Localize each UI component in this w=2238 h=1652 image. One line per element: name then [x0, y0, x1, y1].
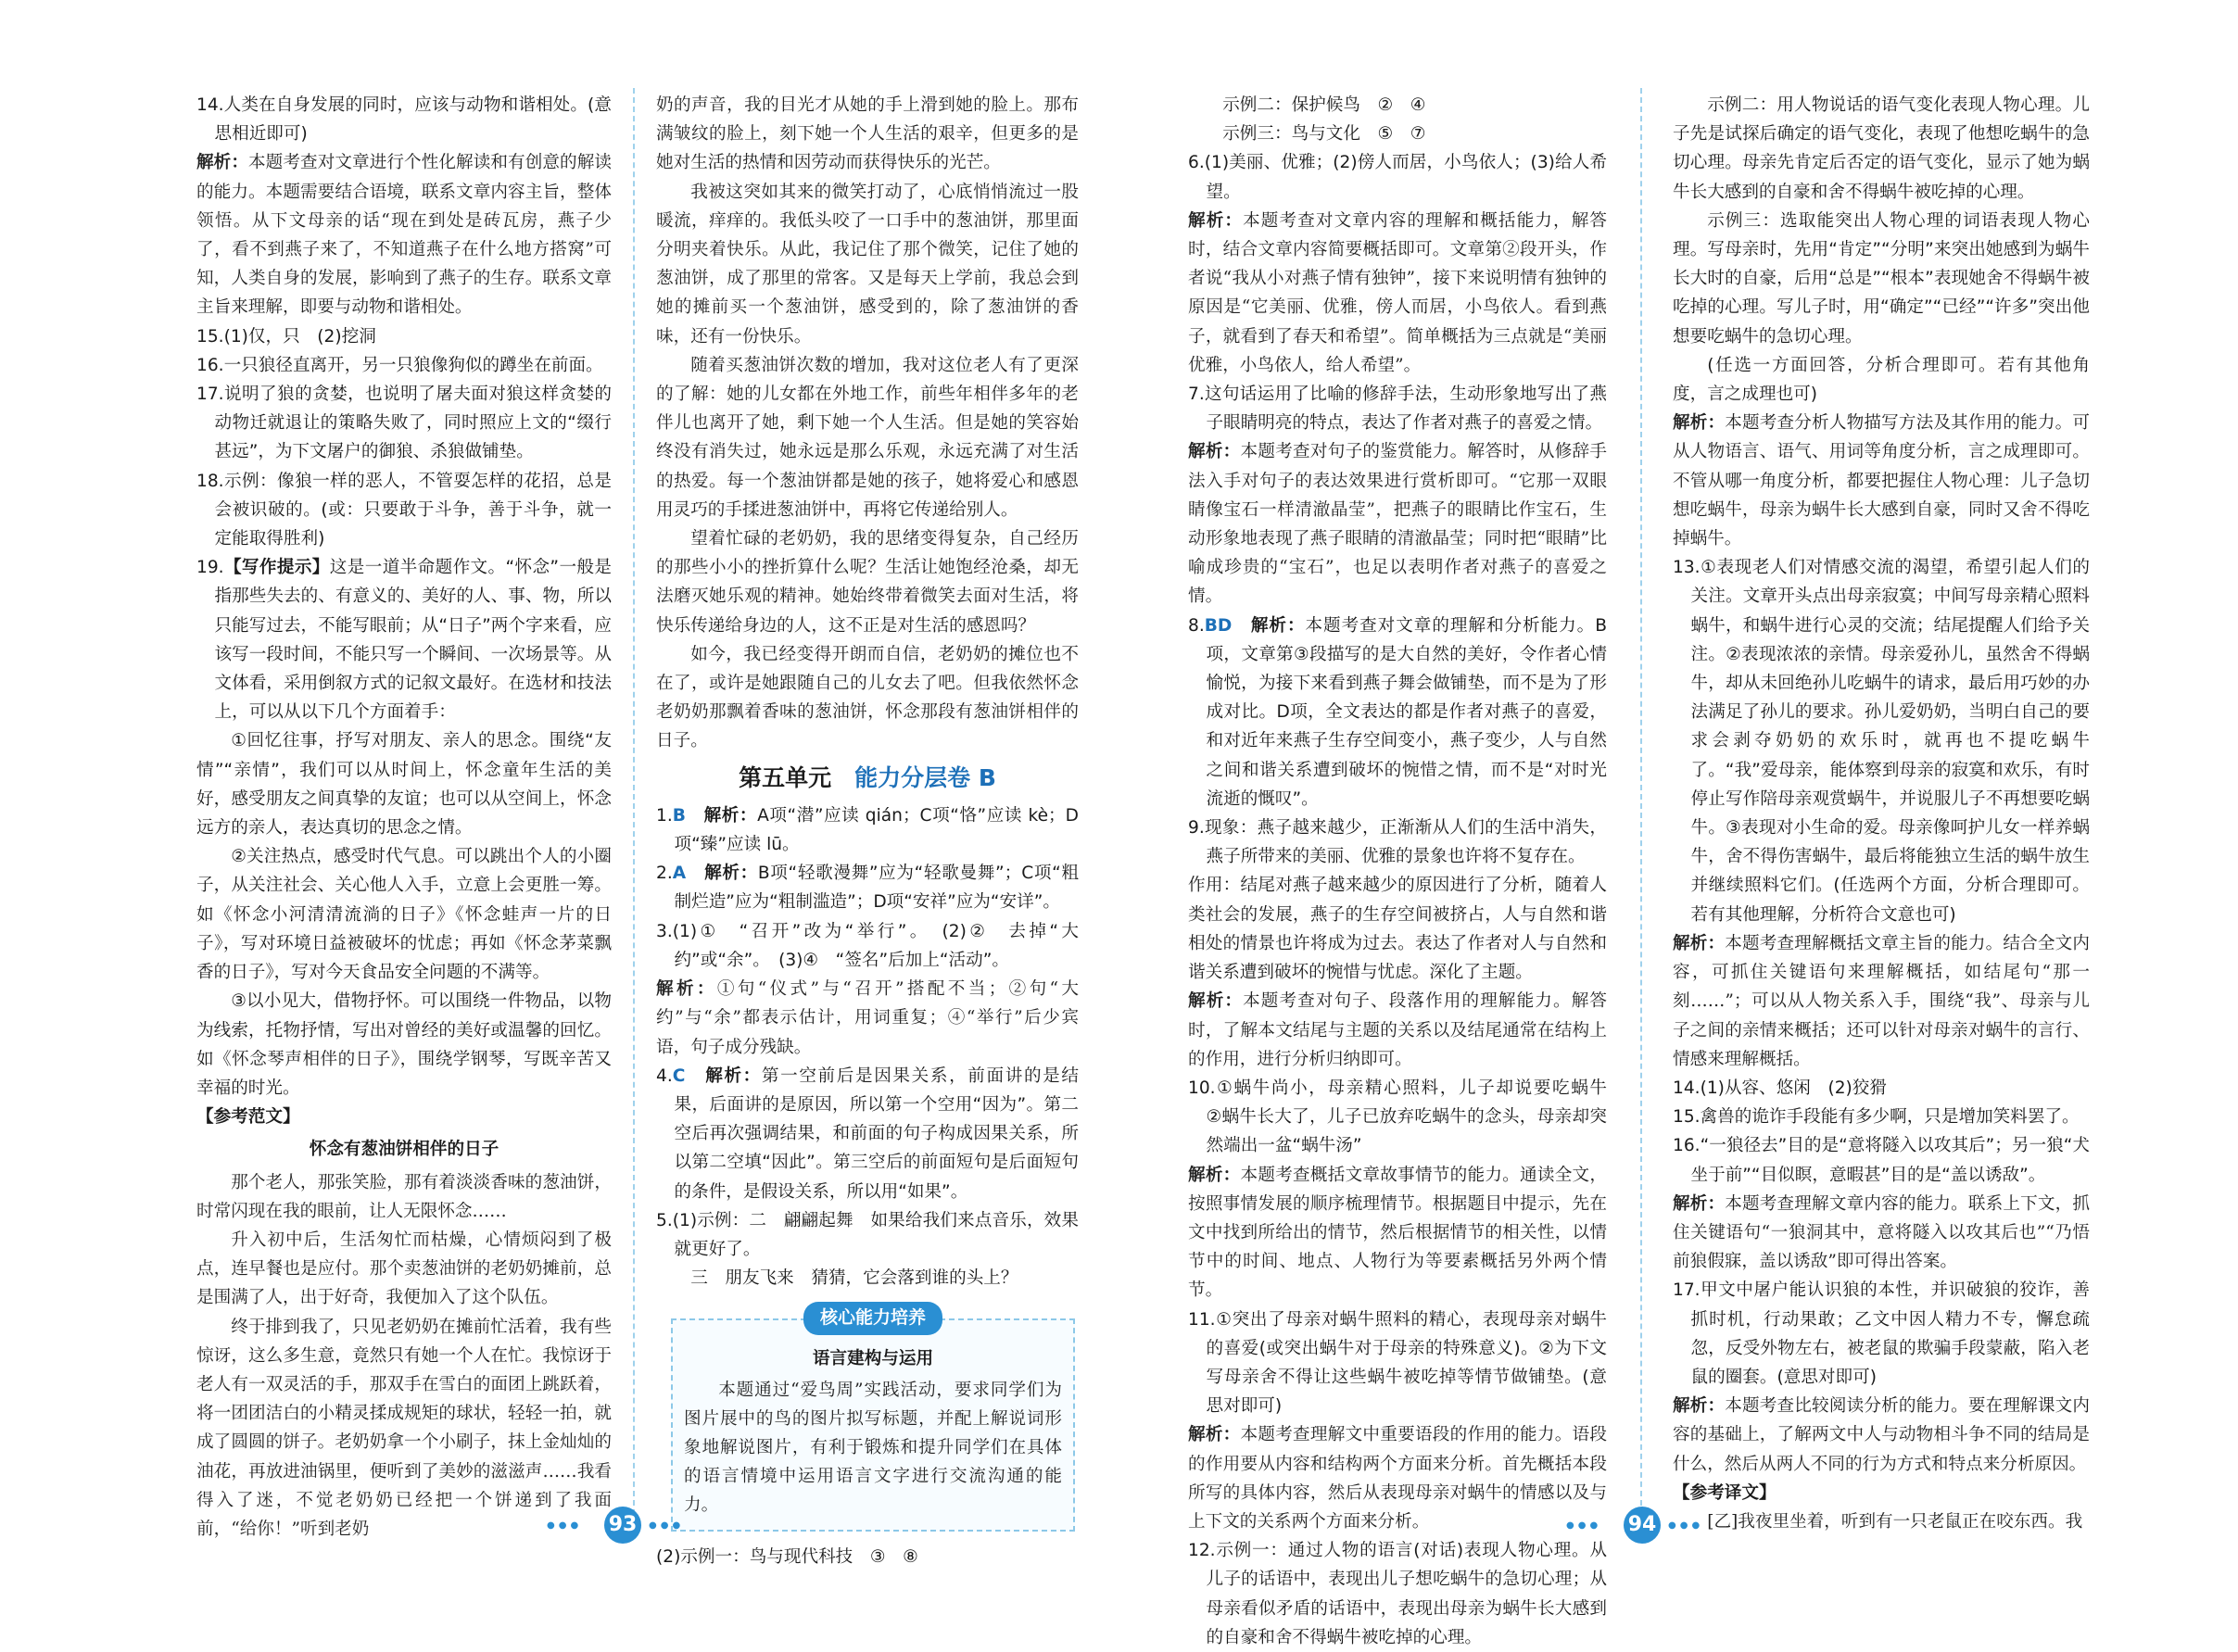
- answer-paragraph: ③以小见大，借物抒怀。可以围绕一件物品，以物为线索，托物抒情，写出对曾经的美好或温馨的回忆。如《怀念琴声相伴的日子》，围绕学钢琴，写既辛苦又幸福的时光。: [196, 991, 612, 1098]
- answer-paragraph: 3.(1)① “召开”改为“举行”。 (2)② 去掉“大约”或“余”。 (3)④ “签名”后加上“活动”。: [656, 921, 1079, 970]
- answer-paragraph: 14.(1)从容、悠闲 (2)狡猾: [1673, 1078, 1887, 1098]
- answer-paragraph: 15.(1)仅，只 (2)挖洞: [196, 326, 376, 347]
- right-page-column-1: [1188, 91, 1625, 1652]
- page-number-left: 93: [604, 1507, 641, 1544]
- page-ornament-dots: ●●●: [649, 1520, 685, 1531]
- answer-paragraph: 17.说明了狼的贪婪，也说明了屠夫面对狼这样贪婪的动物迁就退让的策略失败了，同时照应上文的“缀行甚远”，为下文屠户的御狼、杀狼做铺垫。: [196, 385, 612, 462]
- unit-subtitle: 能力分层卷 B: [854, 763, 996, 791]
- answer-paragraph: 我被这突如其来的微笑打动了，心底悄悄流过一股暖流，痒痒的。我低头咬了一口手中的葱油饼，那里面分明夹着快乐。从此，我记住了那个微笑，记住了她的葱油饼，成了那里的常客。又是每天上学前，我总会到她的摊前买一个葱油饼，感受到的，除了葱油饼的香味，还有一份快乐。: [656, 182, 1079, 347]
- answer-paragraph: 解析：本题考查对文章内容的理解和概括能力，解答时，结合文章内容简要概括即可。文章第②段开头，作者说“我从小对燕子情有独钟”，接下来说明情有独钟的原因是“它美丽、优雅，傍人而居，小鸟依人。看到燕子，就看到了春天和希望”。简单概括为三点就是“美丽优雅，小鸟依人，给人希望”。: [1188, 210, 1607, 375]
- answer-paragraph: 8.BD 解析：本题考查对文章的理解和分析能力。B项，文章第③段描写的是大自然的美好，令作者心情愉悦，为接下来看到燕子舞会做铺垫，而不是为了形成对比。D项，全文表达的都是作者对燕子的喜爱，和对近年来燕子生存空间变小，燕子变少，人与自然之间和谐关系遭到破坏的惋惜之情，而不是“对时光流逝的慨叹”。: [1188, 615, 1607, 809]
- answer-paragraph: 三 朋友飞来 猜猜，它会落到谁的头上？: [690, 1268, 1018, 1289]
- page-number-right: 94: [1624, 1507, 1661, 1544]
- core-ability-box: [671, 1307, 1075, 1531]
- answer-paragraph: 1.B 解析：A项“潜”应读 qián；C项“恪”应读 kè；D项“臻”应读 lū。: [656, 805, 1079, 855]
- answer-paragraph: 解析：本题考查概括文章故事情节的能力。通读全文，按照事情发展的顺序梳理情节。根据题目中提示，先在文中找到所给出的情节，然后根据情节的相关性，以情节中的时间、地点、人物行为等要素概括另外两个情节。: [1188, 1165, 1607, 1301]
- answer-paragraph: ①回忆往事，抒写对朋友、亲人的思念。围绕“友情”“亲情”，我们可以从时间上，怀念童年生活的美好，感受朋友之间真挚的友谊；也可以从空间上，怀念远方的亲人，表达真切的思念之情。: [196, 731, 612, 839]
- unit-heading: [656, 763, 1079, 792]
- right-page-column-2: [1673, 91, 2090, 1536]
- left-page-column-2: [656, 91, 1079, 1571]
- left-page-column-1: [196, 91, 612, 1544]
- answer-paragraph: 18.示例：像狼一样的恶人，不管耍怎样的花招，总是会被识破的。(或：只要敢于斗争，善于斗争，就一定能取得胜利): [196, 471, 612, 549]
- answer-paragraph: 17.甲文中屠户能认识狼的本性，并识破狼的狡诈，善抓时机，行动果敢；乙文中因人精力不专，懈怠疏忽，反受外物左右，被老鼠的欺骗手段蒙蔽，陷入老鼠的圈套。(意思对即可): [1673, 1280, 2090, 1387]
- answer-paragraph: 14.人类在自身发展的同时，应该与动物和谐相处。(意思相近即可): [196, 95, 612, 145]
- answer-paragraph: 10.①蜗牛尚小，母亲精心照料，儿子却说要吃蜗牛 ②蜗牛长大了，儿子已放弃吃蜗牛的念头，母亲却突然端出一盆“蜗牛汤”: [1188, 1078, 1625, 1156]
- answer-paragraph: 解析：本题考查理解概括文章主旨的能力。结合全文内容，可抓住关键语句来理解概括，如结尾句“那一刻……”；可以从人物关系入手，围绕“我”、母亲与儿子之间的亲情来概括；还可以针对母亲对蜗牛的言行、情感来理解概括。: [1673, 933, 2090, 1069]
- answer-paragraph: 解析：本题考查对句子的鉴赏能力。解答时，从修辞手法入手对句子的表达效果进行赏析即可。“它那一双眼睛像宝石一样清澈晶莹”，把燕子的眼睛比作宝石，生动形象地表现了燕子眼睛的清澈晶莹；同时把“眼睛”比喻成珍贵的“宝石”，也足以表明作者对燕子的喜爱之情。: [1188, 442, 1607, 607]
- page-ornament-dots: ●●●: [1566, 1520, 1602, 1531]
- answer-paragraph: 作用：结尾对燕子越来越少的原因进行了分析，随着人类社会的发展，燕子的生存空间被挤占，人与自然和谐相处的情景也许将成为过去。表达了作者对人与自然和谐关系遭到破坏的惋惜与忧虑。深化了主题。: [1188, 876, 1607, 983]
- answer-paragraph: 7.这句话运用了比喻的修辞手法，生动形象地写出了燕子眼睛明亮的特点，表达了作者对燕子的喜爱之情。: [1188, 385, 1607, 434]
- answer-paragraph: 解析：①句“仪式”与“召开”搭配不当；②句“大约”与“余”都表示估计，用词重复；④“举行”后少宾语，句子成分残缺。: [656, 979, 1079, 1057]
- core-ability-badge: 核心能力培养: [803, 1302, 942, 1334]
- page-ornament-dots: ●●●: [547, 1520, 583, 1531]
- answer-paragraph: 2.A 解析：B项“轻歌漫舞”应为“轻歌曼舞”；C项“粗制烂造”应为“粗制滥造”；D项“安祥”应为“安详”。: [656, 864, 1079, 913]
- unit-label: 第五单元: [739, 763, 832, 791]
- answer-paragraph: 15.禽兽的诡诈手段能有多少啊，只是增加笑料罢了。: [1673, 1107, 2080, 1128]
- answer-paragraph: 16.一只狼径直离开，另一只狼像狗似的蹲坐在前面。: [196, 355, 603, 375]
- answer-paragraph: 解析：本题考查分析人物描写方法及其作用的能力。可从人物语言、语气、用词等角度分析，言之成理即可。不管从哪一角度分析，都要把握住人物心理：儿子急切想吃蜗牛，母亲为蜗牛长大感到自豪，同时又舍不得吃掉蜗牛。: [1673, 413, 2090, 549]
- column-divider: [1640, 88, 1642, 1515]
- answer-paragraph: 怀念有葱油饼相伴的日子: [309, 1140, 499, 1160]
- page-ornament-dots: ●●●: [1668, 1520, 1704, 1531]
- answer-paragraph: 示例三：鸟与文化 ⑤ ⑦: [1222, 124, 1426, 145]
- answer-paragraph: [乙]我夜里坐着，听到有一只老鼠正在咬东西。我: [1707, 1511, 2083, 1532]
- box-title: 语言建构与运用: [812, 1349, 934, 1369]
- answer-paragraph: 解析：本题考查对文章进行个性化解读和有创意的解读的能力。本题需要结合语境，联系文章内容主旨，整体领悟。从下文母亲的话“现在到处是砖瓦房，燕子少了，看不到燕子来了，不知道燕子在什么地方搭窝”可知，人类自身的发展，影响到了燕子的生存。联系文章主旨来理解，即要与动物和谐相处。: [196, 153, 612, 318]
- answer-paragraph: 【参考范文】: [196, 1107, 300, 1128]
- answer-paragraph: 终于排到我了，只见老奶奶在摊前忙活着，我有些惊讶，这么多生意，竟然只有她一个人在忙。我惊讶于老人有一双灵活的手，那双手在雪白的面团上跳跃着，将一团团洁白的小精灵揉成规矩的球状，轻轻一拍，就成了圆圆的饼子。老奶奶拿一个小刷子，抹上金灿灿的油花，再放进油锅里，便听到了美妙的滋滋声……我看得入了迷，不觉老奶奶已经把一个饼递到了我面前，“给你！”听到老奶: [196, 1317, 612, 1539]
- answer-paragraph: 解析：本题考查理解文中重要语段的作用的能力。语段的作用要从内容和结构两个方面来分析。首先概括本段所写的具体内容，然后从表现母亲对蜗牛的情感以及与上下文的关系两个方面来分析。: [1188, 1425, 1607, 1532]
- answer-paragraph: 解析：本题考查对句子、段落作用的理解能力。解答时，了解本文结尾与主题的关系以及结尾通常在结构上的作用，进行分析归纳即可。: [1188, 991, 1607, 1069]
- answer-paragraph: 9.现象：燕子越来越少，正渐渐从人们的生活中消失，燕子所带来的美丽、优雅的景象也许将不复存在。: [1188, 818, 1607, 867]
- answer-paragraph: 望着忙碌的老奶奶，我的思绪变得复杂，自己经历的那些小小的挫折算什么呢？生活让她饱经沧桑，却无法磨灭她乐观的精神。她始终带着微笑去面对生活，将快乐传递给身边的人，这不正是对生活的感恩吗？: [656, 529, 1079, 636]
- answer-paragraph: 5.(1)示例：二 翩翩起舞 如果给我们来点音乐，效果就更好了。: [656, 1210, 1079, 1259]
- answer-paragraph: 13.①表现老人们对情感交流的渴望，希望引起人们的关注。文章开头点出母亲寂寞；中间写母亲精心照料蜗牛，和蜗牛进行心灵的交流；结尾提醒人们给予关注。②表现浓浓的亲情。母亲爱孙儿，虽然舍不得蜗牛，却从未回绝孙儿吃蜗牛的请求，最后用巧妙的办法满足了孙儿的要求。孙儿爱奶奶，当明白自己的要求会剥夺奶奶的欢乐时，就再也不提吃蜗牛了。“我”爱母亲，能体察到母亲的寂寞和欢乐，有时停止写作陪母亲观赏蜗牛，并说服儿子不再想要吃蜗牛。③表现对小生命的爱。母亲像呵护儿女一样养蜗牛，舍不得伤害蜗牛，最后将能独立生活的蜗牛放生并继续照料它们。(任选两个方面，分析合理即可。若有其他理解，分析符合文意也可): [1673, 558, 2090, 925]
- answer-paragraph: 11.①突出了母亲对蜗牛照料的精心，表现母亲对蜗牛的喜爱(或突出蜗牛对于母亲的特殊意义)。②为下文写母亲舍不得让这些蜗牛被吃掉等情节做铺垫。(意思对即可): [1188, 1309, 1607, 1417]
- answer-paragraph: 示例二：用人物说话的语气变化表现人物心理。儿子先是试探后确定的语气变化，表现了他想吃蜗牛的急切心理。母亲先肯定后否定的语气变化，显示了她为蜗牛长大感到的自豪和舍不得蜗牛被吃掉的心理。: [1673, 95, 2090, 202]
- answer-paragraph: 示例二：保护候鸟 ② ④: [1222, 95, 1426, 115]
- answer-paragraph: 【参考译文】: [1673, 1482, 1776, 1503]
- answer-paragraph: 4.C 解析：第一空前后是因果关系，前面讲的是结果，后面讲的是原因，所以第一个空用“因为”。第二空后再次强调结果，和前面的句子构成因果关系，所以第二空填“因此”。第三空后的前面短句是后面短句的条件，是假设关系，所以用“如果”。: [656, 1066, 1079, 1202]
- answer-paragraph: 16.“一狼径去”目的是“意将隧入以攻其后”；另一狼“犬坐于前”“目似瞑，意暇甚”目的是“盖以诱敌”。: [1673, 1136, 2090, 1185]
- answer-paragraph: 奶的声音，我的目光才从她的手上滑到她的脸上。那布满皱纹的脸上，刻下她一个人生活的艰辛，但更多的是她对生活的热情和因劳动而获得快乐的光芒。: [656, 95, 1079, 173]
- answer-paragraph: (任选一方面回答，分析合理即可。若有其他角度，言之成理也可): [1673, 355, 2090, 405]
- answer-paragraph: 解析：本题考查理解文章内容的能力。联系上下文，抓住关键语句“一狼洞其中，意将隧入以攻其后也”“乃悟前狼假寐，盖以诱敌”即可得出答案。: [1673, 1193, 2090, 1272]
- answer-paragraph: ②关注热点，感受时代气息。可以跳出个人的小圈子，从关注社会、关心他人入手，立意上会更胜一筹。如《怀念小河清清流淌的日子》《怀念蛙声一片的日子》，写对环境日益被破坏的忧虑；再如《怀念茅菜飘香的日子》，写对今天食品安全问题的不满等。: [196, 847, 612, 983]
- column-divider: [633, 88, 635, 1515]
- answer-paragraph: 解析：本题考查比较阅读分析的能力。要在理解课文内容的基础上，了解两文中人与动物相斗争不同的结局是什么，然后从两人不同的行为方式和特点来分析原因。: [1673, 1396, 2090, 1474]
- answer-paragraph: 6.(1)美丽、优雅；(2)傍人而居，小鸟依人；(3)给人希望。: [1188, 153, 1607, 202]
- answer-paragraph: (2)示例一：鸟与现代科技 ③ ⑧: [656, 1546, 918, 1567]
- answer-paragraph: 示例三：选取能突出人物心理的词语表现人物心理。写母亲时，先用“肯定”“分明”来突出她感到为蜗牛长大时的自豪，后用“总是”“根本”表现她舍不得蜗牛被吃掉的心理。写儿子时，用“确定”“已经”“许多”突出他想要吃蜗牛的急切心理。: [1673, 210, 2090, 347]
- answer-paragraph: 那个老人，那张笑脸，那有着淡淡香味的葱油饼，时常闪现在我的眼前，让人无限怀念……: [196, 1172, 612, 1221]
- answer-paragraph: 12.示例一：通过人物的语言(对话)表现人物心理。从儿子的话语中，表现出儿子想吃蜗牛的急切心理；从母亲看似矛盾的话语中，表现出母亲为蜗牛长大感到的自豪和舍不得蜗牛被吃掉的心理。: [1188, 1541, 1607, 1647]
- answer-paragraph: 如今，我已经变得开朗而自信，老奶奶的摊位也不在了，或许是她跟随自己的儿女去了吧。但我依然怀念老奶奶那飘着香味的葱油饼，怀念那段有葱油饼相伴的日子。: [656, 644, 1079, 751]
- answer-paragraph: 随着买葱油饼次数的增加，我对这位老人有了更深的了解：她的儿女都在外地工作，前些年相伴多年的老伴儿也离开了她，剩下她一个人生活。但是她的笑容始终没有消失过，她永远是那么乐观，永远充满了对生活的热爱。每一个葱油饼都是她的孩子，她将爱心和感恩用灵巧的手揉进葱油饼中，再将它传递给别人。: [656, 355, 1079, 520]
- box-text: 本题通过“爱鸟周”实践活动，要求同学们为图片展中的鸟的图片拟写标题，并配上解说词形象地解说图片，有利于锻炼和提升同学们在具体的语言情境中运用语言文字进行交流沟通的能力。: [684, 1380, 1062, 1516]
- answer-paragraph: 升入初中后，生活匆忙而枯燥，心情烦闷到了极点，连早餐也是应付。那个卖葱油饼的老奶奶摊前，总是围满了人，出于好奇，我便加入了这个队伍。: [196, 1230, 612, 1308]
- answer-paragraph: 19.【写作提示】这是一道半命题作文。“怀念”一般是指那些失去的、有意义的、美好的人、事、物，所以只能写过去，不能写眼前；从“日子”两个字来看，应该写一段时间，不能只写一个瞬间、一次场景等。从文体看，采用倒叙方式的记叙文最好。在选材和技法上，可以从以下几个方面着手：: [196, 558, 612, 723]
